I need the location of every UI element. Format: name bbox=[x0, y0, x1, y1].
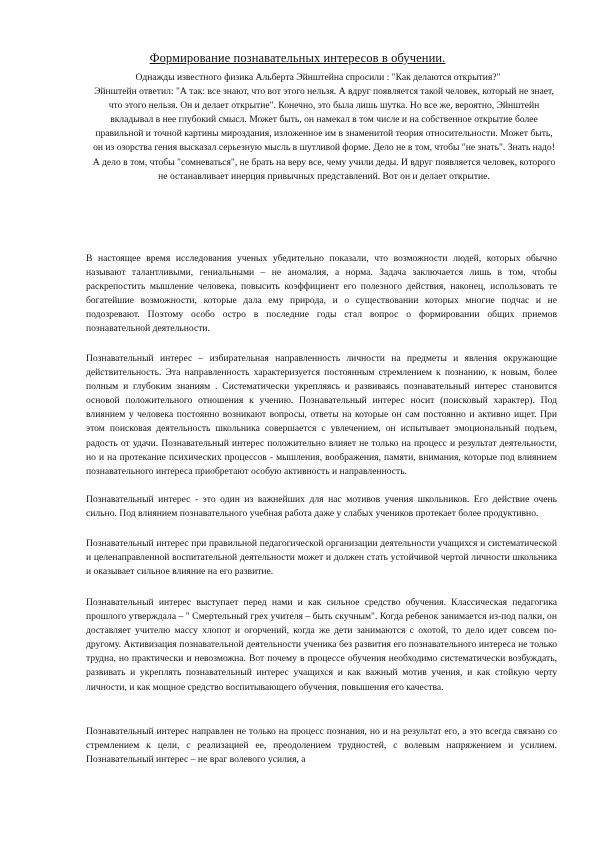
paragraph-4 bbox=[86, 537, 557, 579]
epigraph bbox=[90, 71, 558, 184]
paragraph-text: Познавательный интерес при правильной педагогической организации деятельности учащихся и систематической и целенаправленной воспитательной деятельности может и должен стать устойчивой чертой личности школьника и оказывает сильное влияние на его развитие. bbox=[86, 538, 557, 578]
document-title: Формирование познавательных интересов в обучении. bbox=[149, 51, 446, 65]
paragraph-1 bbox=[86, 252, 557, 337]
paragraph-3 bbox=[86, 493, 557, 521]
paragraph-text: Познавательный интерес - это один из важнейших для нас мотивов учения школьников. Его действие очень сильно. Под влиянием познавательного учебная работа даже у слабых учеников протекает более продуктивно. bbox=[86, 494, 557, 520]
paragraph-text: Познавательный интерес выступает перед нами и как сильное средство обучения. Классическая педагогика прошлого утверждала – " Смертельный грех учителя – быть скучным". Когда ребенок занимается из-под палки, он доставляет учителю массу хлопот и огорчений, когда же дети занимаются с охотой, то дело идет совсем по-другому. Активизация познавательной деятельности ученика без развития его познавательного интереса не только трудна, но практически и невозможна. Вот почему в процессе обучения необходимо систематически возбуждать, развивать и укреплять познавательный интерес учащихся и как важный мотив учения, и как стойкую черту личности, и как мощное средство воспитывающего обучения, повышения его качества. bbox=[86, 597, 557, 693]
paragraph-text: В настоящее время исследования ученых убедительно показали, что возможности людей, которых обычно называют талантливыми, гениальными – не аномалия, а норма. Задача заключается лишь в том, чтобы раскрепостить мышление человека, повысить коэффициент его полезного действия, наконец, использовать те богатейшие возможности, которые дала ему природа, и о существовании которых многие подчас и не подозревают. Поэтому особо остро в последние годы стал вопрос о формировании общих приемов познавательной деятельности. bbox=[86, 253, 557, 335]
epigraph-text: Эйнштейн ответил: "А так: все знают, что вот этого нельзя. А вдруг появляется такой человек, который не знает, что этого нельзя. Он и делает открытие". Конечно, это была лишь шутка. Но все же, вероятно, Эйнштейн вкладывал в нее глубокий смысл. Может быть, он намекал в том числе и на собственное открытие более правильной и точной картины мироздания, изложенное им в знаменитой теория относительности. Может быть, он из озорства гения высказал серьезную мысль в шутливой форме. Дело не в том, чтобы "не знать". Знать надо! А дело в том, чтобы "сомневаться", не брать на веру все, чему учили деды. И вдруг появляется человек, которого не останавливает инерция привычных представлений. Вот он и делает открытие. bbox=[92, 86, 556, 182]
epigraph-first-line: Однажды известного физика Альберта Эйнштейна спросили : "Как делаются открытия?" bbox=[135, 72, 501, 83]
paragraph-text: Познавательный интерес направлен не только на процесс познания, но и на результат его, а это всегда связано со стремлением к цели, с реализацией ее, преодолением трудностей, с волевым напряжением и усилием. Познавательный интерес – не враг волевого усилия, а bbox=[86, 726, 557, 766]
paragraph-6 bbox=[86, 725, 557, 767]
paragraph-2 bbox=[86, 352, 557, 479]
paragraph-5 bbox=[86, 596, 557, 695]
paragraph-text: Познавательный интерес – избирательная направленность личности на предметы и явления окружающие действительность. Эта направленность характеризуется постоянным стремлением к познанию, к новым, более полным и глубоким знаниям . Систематически укрепляясь и развиваясь познавательный интерес становится основой положительного отношения к учению. Познавательный интерес носит (поисковый характер). Под влиянием у человека постоянно возникают вопросы, ответы на которые он сам постоянно и активно ищет. При этом поисковая деятельность школьника совершается с увлечением, он испытывает эмоциональный подъем, радость от удачи. Познавательный интерес положительно влияет не только на процесс и результат деятельности, но и на протекание психических процессов - мышления, воображения, памяти, внимания, которые под влиянием познавательного интереса приобретают особую активность и направленность. bbox=[86, 353, 557, 477]
